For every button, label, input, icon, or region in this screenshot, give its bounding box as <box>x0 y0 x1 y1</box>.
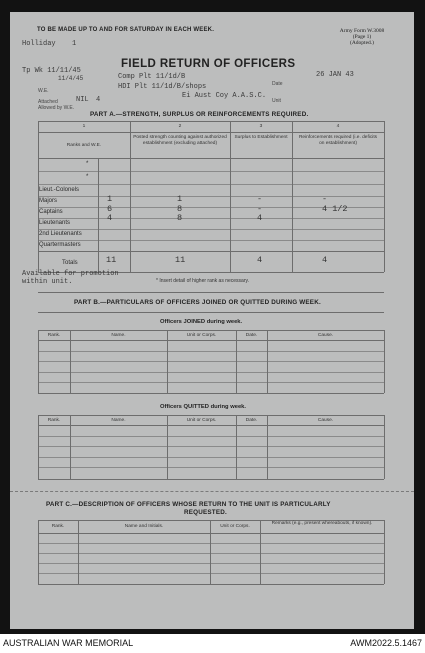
posted-value-lieutenants: 8 <box>177 213 183 223</box>
army-form-number <box>322 28 402 46</box>
total-reinforcements: 4 <box>322 255 328 265</box>
part-c-heading-line1: PART C.—DESCRIPTION OF OFFICERS WHOSE RETURN TO THE UNIT IS PARTICULARLY <box>46 501 331 508</box>
date-label: Date <box>272 81 283 87</box>
typed-date: 26 JAN 43 <box>316 71 354 79</box>
typed-comp: Comp Plt 11/1d/B <box>118 73 186 81</box>
part-a-heading: PART A.—STRENGTH, SURPLUS OR REINFORCEMENTS REQUIRED. <box>90 111 309 118</box>
footer-accession: AWM2022.5.1467 <box>350 638 422 648</box>
quitted-col-cause: Cause. <box>317 418 334 423</box>
footnote: * Insert detail of higher rank as necessary. <box>156 278 250 284</box>
attached-label: Attached <box>38 99 58 105</box>
fold-line <box>10 491 414 492</box>
typed-period-b: 11/4/45 <box>58 75 84 82</box>
we-value-captains: 6 <box>107 204 113 214</box>
quitted-col-unit: Unit or Corps. <box>186 418 217 423</box>
unit-label: Unit <box>272 98 281 104</box>
part-c-heading-line2: REQUESTED. <box>184 509 227 516</box>
surplus-value-majors: - <box>257 194 263 204</box>
total-we: 11 <box>106 255 117 265</box>
part-c-col-rank: Rank. <box>51 524 65 529</box>
reinf-value-majors: - <box>322 194 328 204</box>
joined-col-cause: Cause. <box>317 333 334 338</box>
part-c-col-name: Name and Initials. <box>124 524 164 529</box>
page-label: (Page 1) <box>352 34 372 40</box>
typed-hdi: HDI Plt 11/1d/B/shops <box>118 83 207 91</box>
asterisk-row-2: * <box>86 174 89 180</box>
col-num-1: 1 <box>82 124 86 129</box>
we-value-lieutenants: 4 <box>107 213 113 223</box>
rank-lieut-colonels: Lieut.-Colonels <box>39 187 80 193</box>
typed-mark: 1 <box>72 40 77 48</box>
posted-value-captains: 8 <box>177 204 183 214</box>
typed-name: Holliday <box>22 40 56 48</box>
joined-col-unit: Unit or Corps. <box>186 333 217 338</box>
joined-title: Officers JOINED during week. <box>160 319 243 325</box>
rank-2nd-lieutenants: 2nd Lieutenants <box>39 231 82 237</box>
typed-unit: Ei Aust Coy A.A.S.C. <box>182 92 267 100</box>
reinf-value-captains: 4 1/2 <box>322 204 348 214</box>
adopted-label: (Adopted.) <box>350 40 374 46</box>
asterisk-row-1: * <box>86 161 89 167</box>
col-header-posted: Posted strength counting against authorized establishment (excluding attached) <box>133 135 227 146</box>
joined-col-date: Date. <box>245 333 258 338</box>
rank-lieutenants: Lieutenants <box>39 220 71 226</box>
col-header-reinforcements: Reinforcements required (i.e. deficits on establishment) <box>298 135 378 146</box>
col-header-surplus: Surplus to Establishment <box>234 135 288 140</box>
typed-attached: NIL <box>76 96 89 104</box>
part-c-col-unit: Unit or Corps. <box>220 524 250 529</box>
col-num-4: 4 <box>336 124 340 129</box>
typed-period: Tp Wk 11/11/45 <box>22 67 81 75</box>
we-value-majors: 1 <box>107 194 113 204</box>
quitted-col-name: Name. <box>111 418 126 423</box>
typed-attached-num: 4 <box>96 96 101 104</box>
footer-source: AUSTRALIAN WAR MEMORIAL <box>3 638 134 648</box>
rank-captains: Captains <box>39 209 63 215</box>
joined-col-name: Name. <box>111 333 126 338</box>
quitted-col-rank: Rank. <box>47 418 61 423</box>
rank-majors: Majors <box>39 198 58 204</box>
surplus-value-captains: - <box>257 204 263 214</box>
form-page <box>10 12 414 629</box>
top-instruction: TO BE MADE UP TO AND FOR SATURDAY IN EACH WEEK. <box>37 27 215 33</box>
col-num-2: 2 <box>178 124 182 129</box>
col-num-3: 3 <box>259 124 263 129</box>
quitted-title: Officers QUITTED during week. <box>160 404 247 410</box>
total-surplus: 4 <box>257 255 263 265</box>
joined-col-rank: Rank. <box>47 333 61 338</box>
totals-label: Totals <box>62 260 78 266</box>
surplus-value-lieutenants: 4 <box>257 213 263 223</box>
total-posted: 11 <box>175 255 186 265</box>
we-label: W.E. <box>38 88 49 94</box>
typed-note-line1: Available for promotion <box>22 270 119 278</box>
form-title: FIELD RETURN OF OFFICERS <box>121 58 296 70</box>
part-c-col-remarks: Remarks (e.g., present whereabouts, if known). <box>271 521 373 526</box>
col-header-ranks: Ranks and W.E. <box>66 143 102 148</box>
rank-quartermasters: Quartermasters <box>39 242 81 248</box>
typed-note-line2: within unit. <box>22 278 73 286</box>
part-b-heading: PART B.—PARTICULARS OF OFFICERS JOINED OR QUITTED DURING WEEK. <box>74 299 321 306</box>
quitted-col-date: Date. <box>245 418 258 423</box>
allowed-label: Allowed by W.E. <box>38 105 75 111</box>
posted-value-majors: 1 <box>177 194 183 204</box>
army-form-label: Army Form W.3008 <box>339 28 385 34</box>
